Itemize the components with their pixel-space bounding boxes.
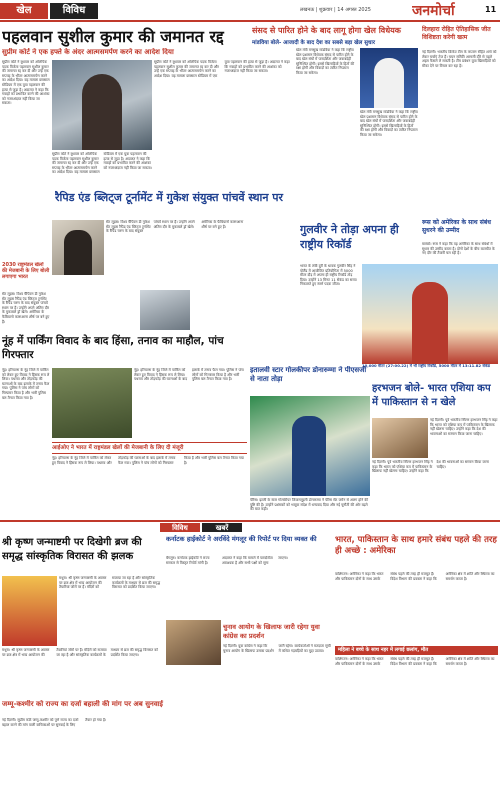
karnataka-headline: कर्नाटक हाईकोर्ट ने अरविंदे मंगलूर की रिपोर्ट पर दिया व्यक्त की (166, 535, 317, 543)
gukesh-sidebar: 2030 राष्ट्रमंडल खेलों की मेजबानी के लिए बोली लगाएगा भारत (2, 262, 50, 280)
sansad-body-top: खेल मंत्री मनसुख मांडविया ने कहा कि राष्ट्रीय खेल प्रशासन विधेयक संसद से पारित होने के बाद खेल संघों में पारदर्शिता और जवाबदेही सुनिश्चित होगी। इससे खिलाड़ियों के हितों की रक्षा होगी और विवादों का त्वरित निपटारा किया जा सकेगा। (296, 48, 355, 75)
sushil-photo (52, 60, 152, 150)
karnataka-body: बेंगलुरु। कर्नाटक हाईकोर्ट ने राज्य सरकार से विस्तृत रिपोर्ट मांगी है। अदालत ने कहा कि मामले में पारदर्शिता आवश्यक है और सभी पक्षों को सुना जाएगा। (166, 556, 288, 565)
gukesh-headline: रैपिड एंड ब्लिट्ज टूर्नामेंट में गुकेश संयुक्त पांचवें स्थान पर (55, 191, 284, 204)
bharat-headline: भारत, पाकिस्तान के साथ हमारे संबंध पहले की तरह ही अच्छे : अमेरिका (335, 535, 497, 556)
sushil-body-left: सुप्रीम कोर्ट ने बुधवार को ओलंपिक पदक विजेता पहलवान सुशील कुमार की जमानत रद्द कर दी और उन्हें एक सप्ताह के भीतर आत्मसमर्पण करने का आदेश दिया। यह मामला छत्रसाल स्टेडियम में एक युवा पहलवान की हत्या से जुड़ा है। अदालत ने कहा कि गवाहों को प्रभावित करने की आशंका को नजरअंदाज नहीं किया जा सकता। (2, 60, 50, 106)
noida-photo (52, 368, 132, 438)
dilhara-body: नई दिल्ली। भारतीय क्रिकेट टीम के कप्तान रोहित शर्मा को लेकर चर्चाएं तेज हैं। चयन समिति आगामी दौरे से पहले अहम फैसले ले सकती है। टीम प्रबंधन युवा खिलाड़ियों को मौका देने पर विचार कर रहा है। (422, 50, 497, 68)
gukesh-figure (64, 230, 92, 275)
harbhajan-photo (372, 418, 428, 458)
page-number: 11 (485, 5, 497, 14)
rus-body: मास्को। रूस ने कहा कि वह अमेरिका के साथ संबंधों में सुधार की उम्मीद करता है। दोनों देशों के बीच बातचीत के नए दौर की तैयारी चल रही है। (422, 242, 495, 256)
gulveer-photo (362, 264, 498, 364)
mahila-body: वाशिंगटन। अमेरिका ने कहा कि भारत और पाकिस्तान दोनों के साथ उसके संबंध पहले की तरह ही मजबूत हैं। विदेश विभाग की प्रवक्ता ने कहा कि अमेरिका क्षेत्र में शांति और स्थिरता का समर्थन करता है। (335, 657, 495, 666)
bottom-section-bar (0, 520, 500, 532)
noida-notice: आईओए ने भारत में राष्ट्रमंडल खेलों की मेजबानी के लिए दी मंजूरी (52, 442, 247, 454)
dilhara-headline: दिलहारा रोहित ऐतिहासिक जीत विशिष्टता करेगी खत्म (422, 26, 491, 41)
minister-figure (374, 58, 404, 108)
bottom-khabre-tab: खबरें (202, 523, 242, 532)
gukesh-body: सेंट लुइस। विश्व चैंपियन डी गुकेश सेंट लुइस रैपिड एंड ब्लिट्ज टूर्नामेंट के रैपिड चरण के बाद संयुक्त पांचवें स्थान पर हैं। उन्होंने अपने अंतिम दौर के मुकाबले ड्रॉ खेले। अमेरिका के फैबियानो कारूआना शीर्ष पर बने हुए हैं। (106, 220, 244, 234)
italy-headline: इतालवी स्टार गोलकीपर डोनारुम्मा ने पीएसजी से नाता तोड़ा (250, 366, 367, 383)
harbhajan-body: नई दिल्ली। पूर्व भारतीय स्पिनर हरभजन सिंह ने कहा कि भारत को एशिया कप में पाकिस्तान के खिलाफ नहीं खेलना चाहिए। उन्होंने कहा कि देश की भावनाओं का सम्मान किया जाना चाहिए। (372, 460, 489, 474)
gukesh-photo (52, 220, 104, 275)
gulveer-body: भारत के लंबी दूरी के धावक गुलवीर सिंह ने पोलैंड में आयोजित प्रतियोगिता में 5000 मीटर दौड़ में अपना ही राष्ट्रीय रिकॉर्ड तोड़ दिया। उन्होंने 13 मिनट 11 सेकंड का समय निकालते हुए स्वर्ण पदक जीता। (300, 264, 357, 287)
section-vividh-tab: विविध (50, 3, 98, 19)
gulveer-headline: गुलवीर ने तोड़ा अपना ही राष्ट्रीय रिकॉर्ड (300, 223, 399, 251)
krishna-headline: श्री कृष्ण जन्माष्टमी पर दिखेगी ब्रज की समृद्ध सांस्कृतिक विरासत की झलक (2, 537, 142, 562)
chunav-body: नई दिल्ली। युवा कांग्रेस ने कहा कि चुनाव आयोग के खिलाफ उसका प्रदर्शन जारी रहेगा। कार्यकर्ताओं ने मतदाता सूची में कथित गड़बड़ियों का मुद्दा उठाया। (223, 644, 331, 653)
sushil-subhead: सुप्रीम कोर्ट ने एक हफ्ते के अंदर आत्मसमर्पण करने का आदेश दिया (2, 48, 174, 56)
sushil-figure (82, 74, 122, 150)
bharat-body: वाशिंगटन। अमेरिका ने कहा कि भारत और पाकिस्तान दोनों के साथ उसके संबंध पहले की तरह ही मजबूत हैं। विदेश विभाग की प्रवक्ता ने कहा कि अमेरिका क्षेत्र में शांति और स्थिरता का समर्थन करता है। (335, 572, 495, 581)
sansad-subhead: मांडविया बोले- आजादी के बाद देश का सबसे बड़ा खेल सुधार (252, 40, 376, 46)
sushil-headline: पहलवान सुशील कुमार की जमानत रद्द (2, 27, 224, 46)
date-line: लखनऊ | शुक्रवार | 14 अगस्त 2025 (300, 7, 371, 13)
section-khel-tab: खेल (0, 3, 48, 19)
rus-headline: रूस को अमेरिका के साथ संबंध सुधरने की उम्मीद (422, 219, 491, 234)
noida-headline: नूंह में पार्किंग विवाद के बाद हिंसा, तनाव का माहौल, पांच गिरफ्तार (2, 335, 224, 361)
italy-body: पेरिस। इटली के स्टार गोलकीपर जियानलुइगी डोनारुम्मा ने पेरिस सेंट जर्मेन से अलग होने की पुष्टि की है। उन्होंने प्रशंसकों को भावुक संदेश में धन्यवाद दिया और नई चुनौती की ओर बढ़ने की बात कही। (250, 498, 369, 512)
masthead (0, 0, 500, 22)
krishna-body-more: मथुरा। श्री कृष्ण जन्माष्टमी के अवसर पर ब्रज क्षेत्र में भव्य आयोजन की तैयारियां जोरों पर हैं। मंदिरों को सजाया जा रहा है और सांस्कृतिक कार्यक्रमों के माध्यम से ब्रज की समृद्ध विरासत को प्रदर्शित किया जाएगा। (2, 648, 158, 657)
gukesh-photo-2 (140, 290, 190, 330)
krishna-body: मथुरा। श्री कृष्ण जन्माष्टमी के अवसर पर ब्रज क्षेत्र में भव्य आयोजन की तैयारियां जोरों पर हैं। मंदिरों को सजाया जा रहा है और सांस्कृतिक कार्यक्रमों के माध्यम से ब्रज की समृद्ध विरासत को प्रदर्शित किया जाएगा। (59, 576, 161, 590)
gulveer-figure (412, 282, 448, 364)
krishna-photo (2, 576, 57, 646)
mahila-notice: महिला ने बच्चे के साथ नहर में लगाई छलांग, मौत (335, 646, 498, 655)
harbhajan-body-side: नई दिल्ली। पूर्व भारतीय स्पिनर हरभजन सिंह ने कहा कि भारत को एशिया कप में पाकिस्तान के खिलाफ नहीं खेलना चाहिए। उन्होंने कहा कि देश की भावनाओं का सम्मान किया जाना चाहिए। (430, 418, 498, 436)
gulveer-caption: 10,000 मीटर (27:00.22) में भी राष्ट्रीय रिकॉर्ड, 5000 मीटर में 13:11.82 सेकंड (362, 364, 490, 368)
harbhajan-headline: हरभजन बोले- भारत एशिया कप में पाकिस्तान से न खेले (372, 383, 491, 408)
sushil-body-right: सुप्रीम कोर्ट ने बुधवार को ओलंपिक पदक विजेता पहलवान सुशील कुमार की जमानत रद्द कर दी और उन्हें एक सप्ताह के भीतर आत्मसमर्पण करने का आदेश दिया। यह मामला छत्रसाल स्टेडियम में एक युवा पहलवान की हत्या से जुड़ा है। अदालत ने कहा कि गवाहों को प्रभावित करने की आशंका को नजरअंदाज नहीं किया जा सकता। (154, 60, 290, 78)
noida-body-left: नूंह। हरियाणा के नूंह जिले में पार्किंग को लेकर हुए विवाद ने हिंसक रूप ले लिया। पथराव और तोड़फोड़ की घटनाओं के बाद इलाके में तनाव फैल गया। पुलिस ने पांच लोगों को गिरफ्तार किया है और भारी पुलिस बल तैनात किया गया है। (2, 368, 50, 400)
noida-notice-body: नूंह। हरियाणा के नूंह जिले में पार्किंग को लेकर हुए विवाद ने हिंसक रूप ले लिया। पथराव और तोड़फोड़ की घटनाओं के बाद इलाके में तनाव फैल गया। पुलिस ने पांच लोगों को गिरफ्तार किया है और भारी पुलिस बल तैनात किया गया है। (52, 456, 244, 465)
jammu-body: नई दिल्ली। सुप्रीम कोर्ट जम्मू-कश्मीर को पूर्ण राज्य का दर्जा बहाल करने की मांग वाली याचिकाओं पर सुनवाई के लिए तैयार हो गया है। (2, 718, 107, 727)
jammu-headline: जम्मू-कश्मीर को राज्य का दर्जा बहाली की मांग पर अब सुनवाई (2, 700, 163, 708)
chunav-headline: चुनाव आयोग के खिलाफ जारी रहेगा युवा कांग्रेस का प्रदर्शन (223, 623, 320, 640)
noida-body-right: नूंह। हरियाणा के नूंह जिले में पार्किंग को लेकर हुए विवाद ने हिंसक रूप ले लिया। पथराव और तोड़फोड़ की घटनाओं के बाद इलाके में तनाव फैल गया। पुलिस ने पांच लोगों को गिरफ्तार किया है और भारी पुलिस बल तैनात किया गया है। (134, 368, 244, 382)
gukesh-body-left: सेंट लुइस। विश्व चैंपियन डी गुकेश सेंट लुइस रैपिड एंड ब्लिट्ज टूर्नामेंट के रैपिड चरण के बाद संयुक्त पांचवें स्थान पर हैं। उन्होंने अपने अंतिम दौर के मुकाबले ड्रॉ खेले। अमेरिका के फैबियानो कारूआना शीर्ष पर बने हुए हैं। (2, 292, 50, 324)
sansad-photo (360, 48, 418, 108)
sansad-headline: संसद से पारित होने के बाद लागू होगा खेल विधेयक (252, 26, 401, 35)
italy-photo (250, 396, 370, 496)
karnataka-photo (166, 620, 221, 665)
sushil-body-under: सुप्रीम कोर्ट ने बुधवार को ओलंपिक पदक विजेता पहलवान सुशील कुमार की जमानत रद्द कर दी और उन्हें एक सप्ताह के भीतर आत्मसमर्पण करने का आदेश दिया। यह मामला छत्रसाल स्टेडियम में एक युवा पहलवान की हत्या से जुड़ा है। अदालत ने कहा कि गवाहों को प्रभावित करने की आशंका को नजरअंदाज नहीं किया जा सकता। (52, 152, 152, 175)
brand-name: जनमोर्चा (412, 3, 455, 19)
bottom-vividh-tab: विविध (160, 523, 200, 532)
sansad-body-bottom: खेल मंत्री मनसुख मांडविया ने कहा कि राष्ट्रीय खेल प्रशासन विधेयक संसद से पारित होने के बाद खेल संघों में पारदर्शिता और जवाबदेही सुनिश्चित होगी। इससे खिलाड़ियों के हितों की रक्षा होगी और विवादों का त्वरित निपटारा किया जा सकेगा। (360, 110, 418, 137)
italy-figure (292, 416, 326, 496)
